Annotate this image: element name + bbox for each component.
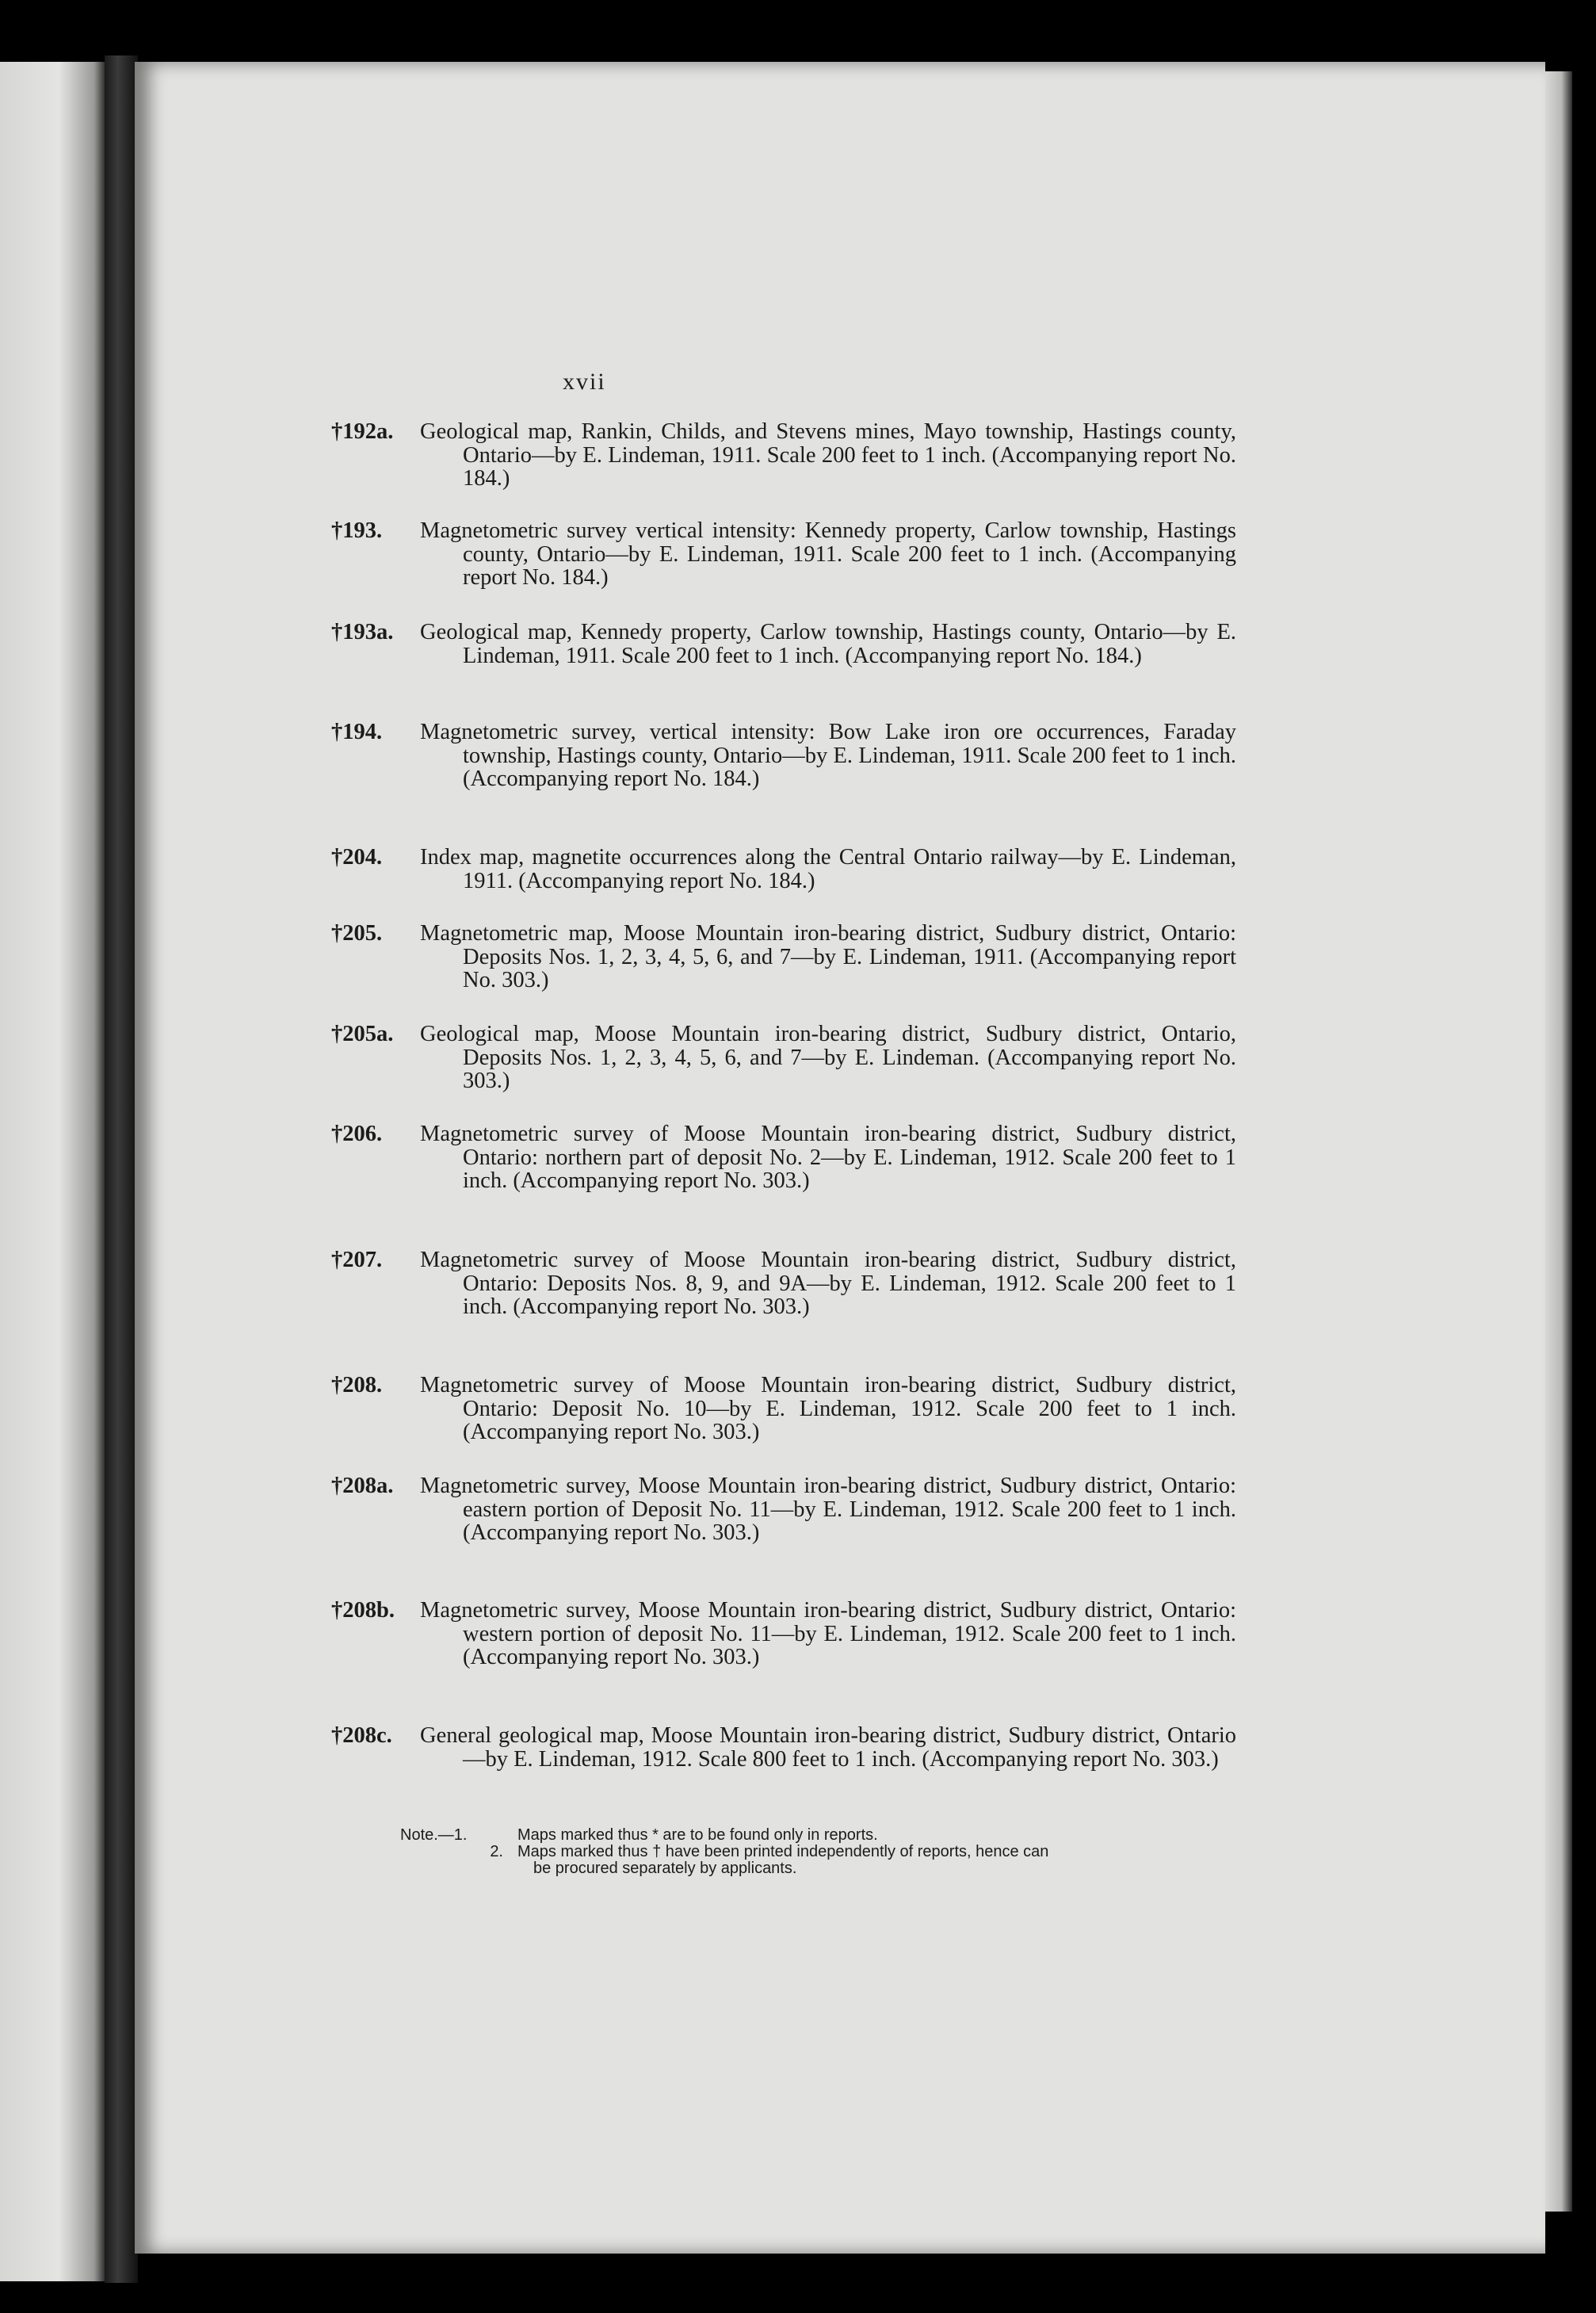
entry-number: †205. [331,921,383,946]
map-entry [333,519,1236,590]
map-entry [333,1023,1236,1093]
map-entry [333,846,1236,893]
note-text: Maps marked thus * are to be found only in reports. [517,1826,878,1844]
note-line [400,1844,1272,1860]
entry-number: †204. [331,845,383,870]
entry-text: Magnetometric survey of Moose Mountain iron-bearing district, Sudbury district, Ontario: northern part of deposit No. 2—by E. Lindeman, 1912. Scale 200 feet to 1 inch. (Accompanying report No. 303.) [420,1122,1236,1193]
note-line [400,1827,1272,1844]
entry-number: †192a. [331,419,394,444]
note-indent [400,1860,533,1877]
entry-text: Magnetometric map, Moose Mountain iron-bearing district, Sudbury district, Ontario: Deposits Nos. 1, 2, 3, 4, 5, 6, and 7—by E. Lindeman, 1911. (Accompanying report No. 303.) [420,921,1236,992]
note-label: Note.—1. [400,1826,468,1844]
note-text: be procured separately by applicants. [533,1860,797,1877]
entry-number: †193. [331,518,383,543]
map-entry [333,922,1236,992]
map-entry [333,721,1236,791]
page-number: xvii [563,369,606,395]
entry-text: Magnetometric survey, Moose Mountain iron-bearing district, Sudbury district, Ontario: western portion of deposit No. 11—by E. Lindeman, 1912. Scale 200 feet to 1 inch. (Accompanying report No. 303.) [420,1598,1236,1669]
entry-number: †208. [331,1373,383,1397]
map-entry [333,1474,1236,1545]
entry-number: †194. [331,720,383,744]
footnotes [400,1827,1272,1877]
map-entry [333,1724,1236,1771]
note-number: 2. [490,1843,503,1860]
entry-text: General geological map, Moose Mountain iron-bearing district, Sudbury district, Ontario—by E. Lindeman, 1912. Scale 800 feet to 1 inch. (Accompanying report No. 303.) [420,1723,1236,1772]
entry-number: †206. [331,1122,383,1146]
entry-number: †208b. [331,1598,395,1623]
map-entry [333,1122,1236,1193]
map-entry [333,1248,1236,1319]
left-page-edge [0,62,107,2281]
book-binding [105,55,138,2283]
entry-number: †207. [331,1248,383,1272]
entry-text: Magnetometric survey of Moose Mountain iron-bearing district, Sudbury district, Ontario: Deposits Nos. 8, 9, and 9A—by E. Lindeman, 1912. Scale 200 feet to 1 inch. (Accompanying report No. 303.) [420,1248,1236,1319]
entry-number: †193a. [331,620,394,644]
entry-number: †208a. [331,1474,394,1498]
note-text: Maps marked thus † have been printed independently of reports, hence can [517,1843,1049,1860]
entry-text: Magnetometric survey vertical intensity: Kennedy property, Carlow township, Hastings county, Ontario—by E. Lindeman, 1911. Scale 200 feet to 1 inch. (Accompanying report No. 184.) [420,518,1236,590]
entry-text: Geological map, Kennedy property, Carlow township, Hastings county, Ontario—by E. Lindeman, 1911. Scale 200 feet to 1 inch. (Accompanying report No. 184.) [420,620,1236,668]
entry-text: Magnetometric survey of Moose Mountain iron-bearing district, Sudbury district, Ontario: Deposit No. 10—by E. Lindeman, 1912. Scale 200 feet to 1 inch. (Accompanying report No. 303.) [420,1373,1236,1444]
entry-text: Geological map, Moose Mountain iron-bearing district, Sudbury district, Ontario, Deposits Nos. 1, 2, 3, 4, 5, 6, and 7—by E. Lindeman. (Accompanying report No. 303.) [420,1022,1236,1093]
map-entry [333,420,1236,491]
entry-text: Geological map, Rankin, Childs, and Stevens mines, Mayo township, Hastings county, Ontario—by E. Lindeman, 1911. Scale 200 feet to 1 inch. (Accompanying report No. 184.) [420,419,1236,491]
map-entry [333,1599,1236,1669]
map-entry [333,621,1236,667]
entry-text: Magnetometric survey, Moose Mountain iron-bearing district, Sudbury district, Ontario: eastern portion of Deposit No. 11—by E. Lindeman, 1912. Scale 200 feet to 1 inch. (Accompanying report No. 303.) [420,1474,1236,1545]
entry-number: †205a. [331,1022,394,1046]
note-line [400,1860,1272,1877]
entry-text: Magnetometric survey, vertical intensity: Bow Lake iron ore occurrences, Faraday township, Hastings county, Ontario—by E. Lindeman, 1911. Scale 200 feet to 1 inch. (Accompanying report No. 184.) [420,720,1236,791]
entry-text: Index map, magnetite occurrences along the Central Ontario railway—by E. Lindeman, 1911. (Accompanying report No. 184.) [420,845,1236,893]
entry-number: †208c. [331,1723,392,1748]
right-page-edge [1545,71,1572,2212]
map-entry [333,1374,1236,1444]
